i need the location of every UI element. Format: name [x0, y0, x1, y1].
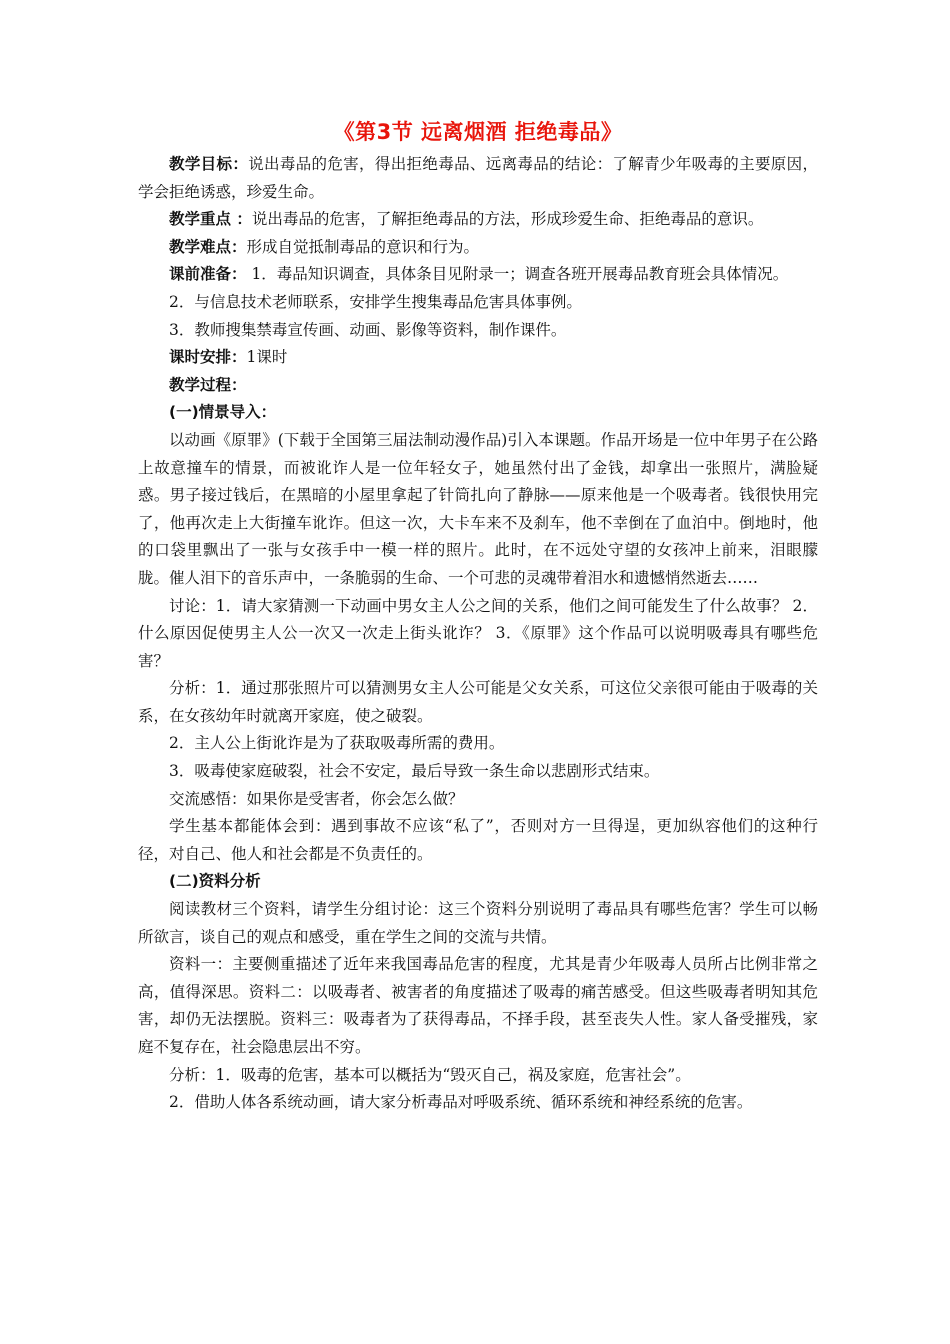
section1-paragraph-6: 交流感悟：如果你是受害者，你会怎么做？ [169, 789, 464, 808]
section1-paragraph-5: 3．吸毒使家庭破裂，社会不安定，最后导致一条生命以悲剧形式结束。 [169, 762, 660, 781]
class-hours-label: 课时安排： [169, 348, 247, 367]
section1-heading: (一)情景导入： [169, 403, 277, 422]
teaching-goal-label: 教学目标： [169, 155, 249, 173]
preparation-label: 课前准备： [169, 265, 247, 284]
teaching-process-heading: 教学过程： [169, 375, 247, 394]
section2-paragraph-2: 资料一：主要侧重描述了近年来我国毒品危害的程度，尤其是青少年吸毒人员所占比例非常之高，值得深思。资料二：以吸毒者、被害者的角度描述了吸毒的痛苦感受。但这些吸毒者明知其危害，却仍无法摆脱。资料三：吸毒者为了获得毒品，不择手段，甚至丧失人性。家人备受摧残，家庭不复存在，社会隐患层出不穷。 [138, 955, 818, 1056]
class-hours-text: 1课时 [246, 348, 288, 367]
teaching-goal-text: 说出毒品的危害，得出拒绝毒品、远离毒品的结论：了解青少年吸毒的主要原因，学会拒绝诱惑，珍爱生命。 [138, 155, 818, 201]
section1-paragraph-3: 分析：1．通过那张照片可以猜测男女主人公可能是父女关系，可这位父亲很可能由于吸毒的关系，在女孩幼年时就离开家庭，使之破裂。 [138, 679, 818, 725]
section1-paragraph-2: 讨论：1．请大家猜测一下动画中男女主人公之间的关系，他们之间可能发生了什么故事？ 2．什么原因促使男主人公一次又一次走上街头讹诈？ 3．《原罪》这个作品可以说明吸毒具有哪些危害？ [138, 596, 818, 670]
section2-heading: (二)资料分析 [169, 872, 261, 891]
teaching-difficulty-label: 教学难点： [169, 237, 247, 256]
section2-paragraph-4: 2．借助人体各系统动画，请大家分析毒品对呼吸系统、循环系统和神经系统的危害。 [169, 1093, 753, 1112]
preparation-item-3: 3．教师搜集禁毒宣传画、动画、影像等资料，制作课件。 [169, 320, 567, 339]
section1-paragraph-1: 以动画《原罪》(下载于全国第三届法制动漫作品)引入本课题。作品开场是一位中年男子在公路上故意撞车的情景，而被讹诈人是一位年轻女子，她虽然付出了金钱，却拿出一张照片，满脸疑惑。男子接过钱后，在黑暗的小屋里拿起了针筒扎向了静脉——原来他是一个吸毒者。钱很快用完了，他再次走上大街撞车讹诈。但这一次，大卡车来不及刹车，他不幸倒在了血泊中。倒地时，他的口袋里飘出了一张与女孩手中一模一样的照片。此时，在不远处守望的女孩冲上前来，泪眼朦胧。催人泪下的音乐声中，一条脆弱的生命、一个可悲的灵魂带着泪水和遗憾悄然逝去…… [138, 430, 818, 587]
section2-paragraph-1: 阅读教材三个资料，请学生分组讨论：这三个资料分别说明了毒品具有哪些危害？学生可以畅所欲言，谈自己的观点和感受，重在学生之间的交流与共情。 [138, 900, 818, 946]
teaching-focus-text: 说出毒品的危害，了解拒绝毒品的方法，形成珍爱生命、拒绝毒品的意识。 [251, 210, 764, 229]
document-body [138, 118, 818, 1117]
section2-paragraph-3: 分析：1．吸毒的危害，基本可以概括为“毁灭自己，祸及家庭，危害社会”。 [169, 1065, 691, 1084]
preparation-paragraph [138, 261, 818, 289]
teaching-goal-paragraph [138, 151, 818, 206]
teaching-focus-label: 教学重点 ： [169, 210, 252, 229]
preparation-text: 1．毒品知识调查，具体条目见附录一；调查各班开展毒品教育班会具体情况。 [246, 265, 789, 284]
preparation-item-2: 2．与信息技术老师联系，安排学生搜集毒品危害具体事例。 [169, 292, 582, 311]
teaching-difficulty-paragraph [138, 234, 818, 262]
teaching-focus-paragraph [138, 206, 818, 234]
teaching-difficulty-text: 形成自觉抵制毒品的意识和行为。 [246, 237, 480, 256]
section1-paragraph-7: 学生基本都能体会到：遇到事故不应该“私了”，否则对方一旦得逞，更加纵容他们的这种行径，对自己、他人和社会都是不负责任的。 [138, 817, 818, 863]
section1-paragraph-4: 2．主人公上街讹诈是为了获取吸毒所需的费用。 [169, 734, 505, 753]
class-hours-paragraph [138, 344, 818, 372]
document-title: 《第3节 远离烟酒 拒绝毒品》 [333, 120, 623, 144]
